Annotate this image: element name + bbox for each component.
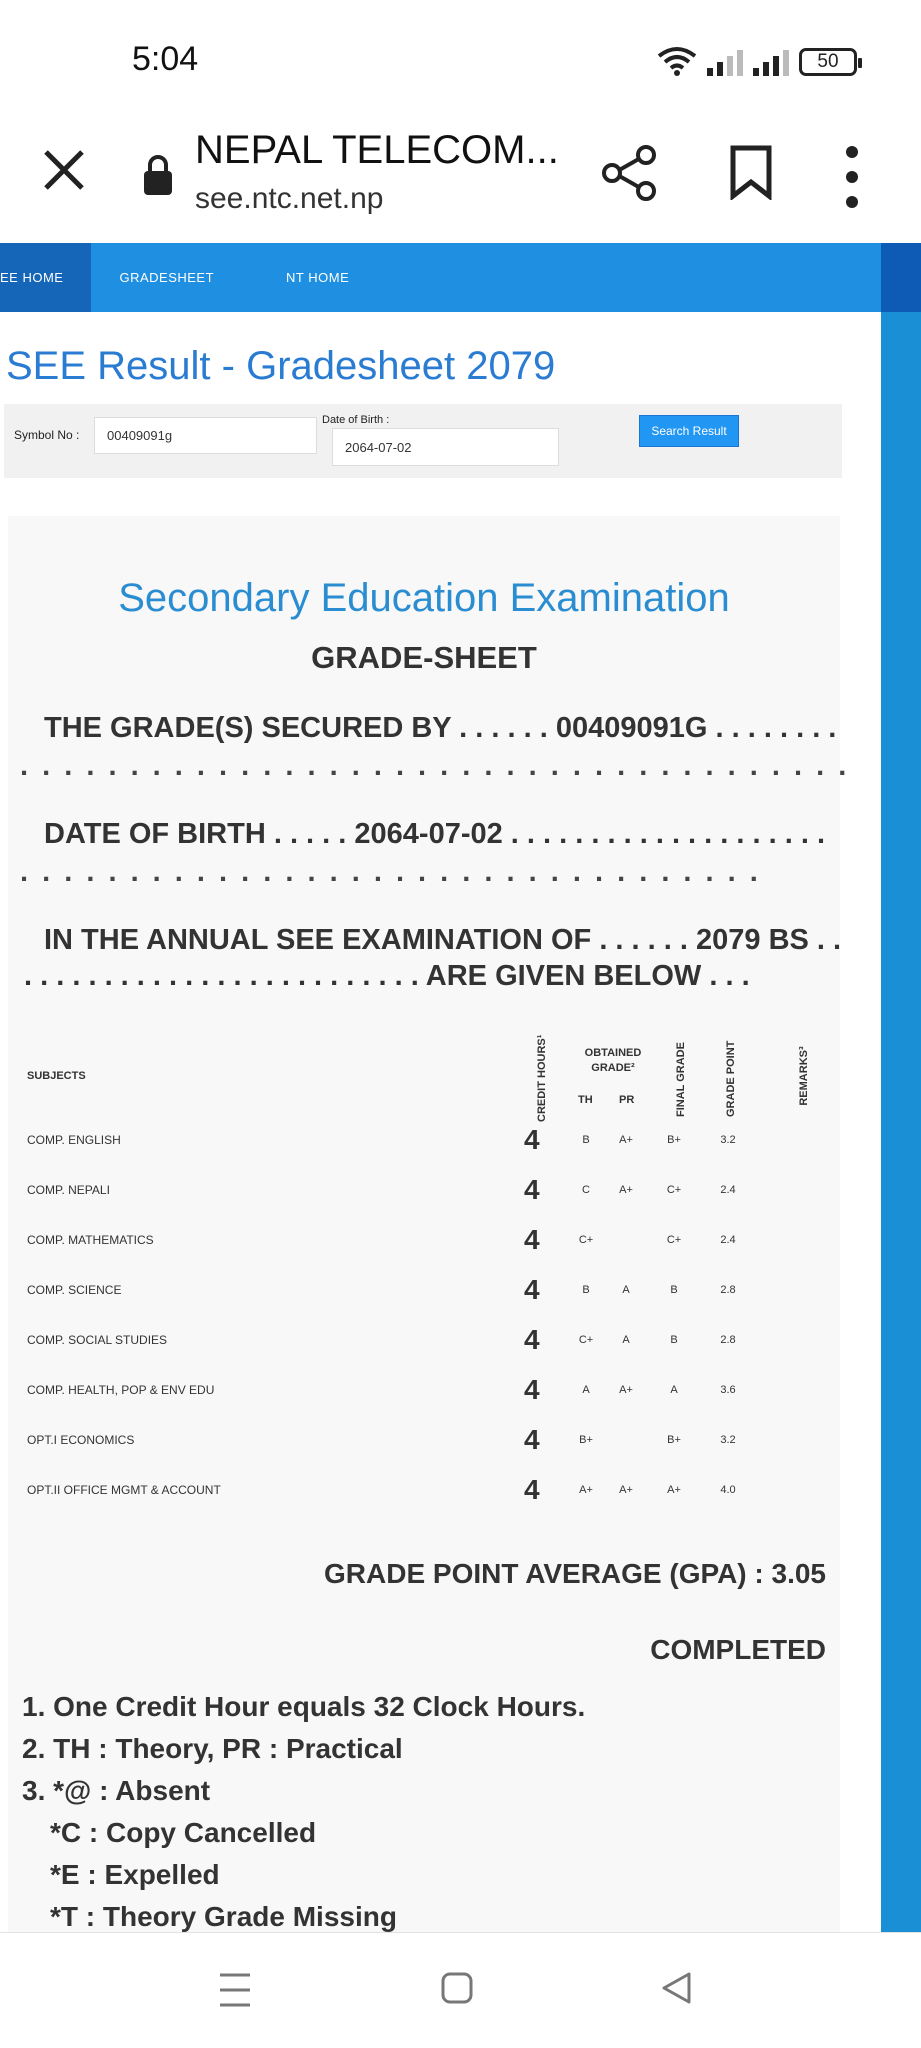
table-row	[8, 1120, 840, 1160]
bookmark-icon[interactable]	[728, 144, 774, 200]
grade-point: 3.2	[720, 1134, 736, 1146]
grade-point: 3.6	[720, 1384, 736, 1396]
credit-hours: 4	[524, 1474, 540, 1505]
scrollbar[interactable]	[881, 312, 921, 1932]
subject-name: OPT.II OFFICE MGMT & ACCOUNT	[27, 1483, 221, 1497]
wifi-icon	[657, 46, 697, 76]
dob-dots: . . . . . . . . . . . . . . . . . . . . . . . . . . . . . . . . . .	[20, 856, 761, 888]
grade-point: 4.0	[720, 1484, 736, 1496]
more-options-icon[interactable]	[842, 142, 862, 212]
result-status: COMPLETED	[650, 1634, 826, 1665]
grade-point: 2.4	[720, 1184, 736, 1196]
pr-grade: A	[622, 1284, 630, 1296]
pr-grade: A+	[619, 1484, 633, 1496]
grade-point: 3.2	[720, 1434, 736, 1446]
table-row	[8, 1220, 840, 1260]
grade-sheet	[8, 516, 850, 1936]
dob-label: Date of Birth :	[322, 414, 390, 426]
site-url[interactable]: see.ntc.net.np	[195, 182, 384, 215]
grade-point: 2.4	[720, 1234, 736, 1246]
grade-point: 2.8	[720, 1334, 736, 1346]
footnote: 2. TH : Theory, PR : Practical	[22, 1733, 403, 1764]
table-row	[8, 1370, 840, 1410]
credit-hours: 4	[524, 1174, 540, 1205]
secured-dots: . . . . . . . . . . . . . . . . . . . . . . . . . . . . . . . . . . . . . .	[20, 750, 850, 782]
annual-line: IN THE ANNUAL SEE EXAMINATION OF . . . . . . 2079 BS . .	[44, 924, 842, 956]
signal-icon-1	[707, 50, 743, 76]
subjects-header: SUBJECTS	[27, 1070, 86, 1082]
share-icon[interactable]	[600, 144, 658, 202]
footnote: 1. One Credit Hour equals 32 Clock Hours.	[22, 1691, 586, 1722]
search-result-button[interactable]: Search Result	[639, 415, 739, 447]
table-row	[8, 1270, 840, 1310]
dob-input[interactable]: 2064-07-02	[332, 428, 559, 466]
credit-hours: 4	[524, 1324, 540, 1355]
credit-hours: 4	[524, 1224, 540, 1255]
final-grade: A	[670, 1384, 678, 1396]
back-icon[interactable]	[660, 1971, 692, 2005]
subject-name: COMP. MATHEMATICS	[27, 1233, 154, 1247]
annual-line-2: . . . . . . . . . . . . . . . . . . . . . . . . . ARE GIVEN BELOW . . .	[24, 960, 750, 992]
credit-hours-header: CREDIT HOURS¹	[536, 1034, 548, 1122]
search-form	[4, 404, 842, 478]
footnotes	[22, 1686, 585, 1938]
th-grade: B	[582, 1134, 590, 1146]
footnote: *T : Theory Grade Missing	[50, 1901, 397, 1932]
subject-name: OPT.I ECONOMICS	[27, 1433, 135, 1447]
nav-edge	[881, 243, 921, 312]
th-grade: C+	[578, 1334, 594, 1346]
table-row	[8, 1170, 840, 1210]
recent-apps-icon[interactable]	[218, 1971, 252, 2009]
th-header: TH	[578, 1094, 593, 1106]
pr-grade: A+	[619, 1384, 633, 1396]
final-grade: C+	[666, 1184, 682, 1196]
page-title: SEE Result - Gradesheet 2079	[6, 344, 556, 388]
subject-name: COMP. NEPALI	[27, 1183, 110, 1197]
subject-name: COMP. ENGLISH	[27, 1133, 121, 1147]
site-title[interactable]: NEPAL TELECOM...	[195, 128, 559, 172]
close-icon[interactable]	[40, 146, 88, 194]
pr-grade: A+	[619, 1184, 633, 1196]
site-nav	[0, 243, 881, 312]
table-row	[8, 1470, 840, 1510]
final-grade: C+	[666, 1234, 682, 1246]
symbol-input[interactable]: 00409091g	[94, 417, 317, 454]
credit-hours: 4	[524, 1124, 540, 1155]
subject-name: COMP. SCIENCE	[27, 1283, 122, 1297]
final-grade-header: FINAL GRADE	[675, 1042, 687, 1117]
status-bar	[0, 0, 921, 120]
pr-header: PR	[619, 1094, 635, 1106]
final-grade: B+	[667, 1434, 681, 1446]
th-grade: A+	[579, 1484, 593, 1496]
lock-icon[interactable]	[142, 154, 174, 196]
nav-see-home[interactable]: EE HOME	[0, 243, 91, 312]
clock: 5:04	[132, 40, 199, 78]
home-icon[interactable]	[440, 1971, 474, 2005]
final-grade: A+	[667, 1484, 681, 1496]
status-icons	[657, 46, 857, 76]
pr-grade: A+	[619, 1134, 633, 1146]
grade-point: 2.8	[720, 1284, 736, 1296]
exam-title: Secondary Education Examination	[118, 576, 730, 620]
credit-hours: 4	[524, 1374, 540, 1405]
sheet-title: GRADE-SHEET	[311, 640, 537, 675]
footnote: *E : Expelled	[50, 1859, 220, 1890]
th-grade: B	[582, 1284, 590, 1296]
grade-point-header: GRADE POINT	[725, 1040, 737, 1117]
table-row	[8, 1420, 840, 1460]
nav-gradesheet[interactable]: GRADESHEET	[119, 270, 215, 285]
signal-icon-2	[753, 50, 789, 76]
credit-hours: 4	[524, 1274, 540, 1305]
battery-icon: 50	[799, 48, 857, 76]
final-grade: B+	[667, 1134, 681, 1146]
credit-hours: 4	[524, 1424, 540, 1455]
browser-toolbar	[0, 120, 921, 240]
system-nav-bar	[0, 1932, 921, 2048]
nav-nt-home[interactable]: NT HOME	[286, 270, 350, 285]
th-grade: C+	[578, 1234, 594, 1246]
th-grade: A	[582, 1384, 590, 1396]
footnote: 3. *@ : Absent	[22, 1775, 211, 1806]
symbol-label: Symbol No :	[14, 428, 80, 442]
subject-name: COMP. SOCIAL STUDIES	[27, 1333, 168, 1347]
final-grade: B	[670, 1284, 678, 1296]
table-row	[8, 1320, 840, 1360]
pr-grade: A	[622, 1334, 630, 1346]
obtained-grade-header: OBTAINED GRADE²	[584, 1047, 642, 1074]
dob-line: DATE OF BIRTH . . . . . 2064-07-02 . . . . . . . . . . . . . . . . . . . .	[44, 818, 826, 850]
final-grade: B	[670, 1334, 678, 1346]
secured-by-line: THE GRADE(S) SECURED BY . . . . . . 00409091G . . . . . . . .	[44, 712, 837, 744]
remarks-header: REMARKS³	[798, 1046, 810, 1106]
subject-name: COMP. HEALTH, POP & ENV EDU	[27, 1383, 215, 1397]
th-grade: C	[582, 1184, 590, 1196]
footnote: *C : Copy Cancelled	[50, 1817, 317, 1848]
th-grade: B+	[579, 1434, 593, 1446]
gpa-summary: GRADE POINT AVERAGE (GPA) : 3.05	[324, 1558, 826, 1589]
